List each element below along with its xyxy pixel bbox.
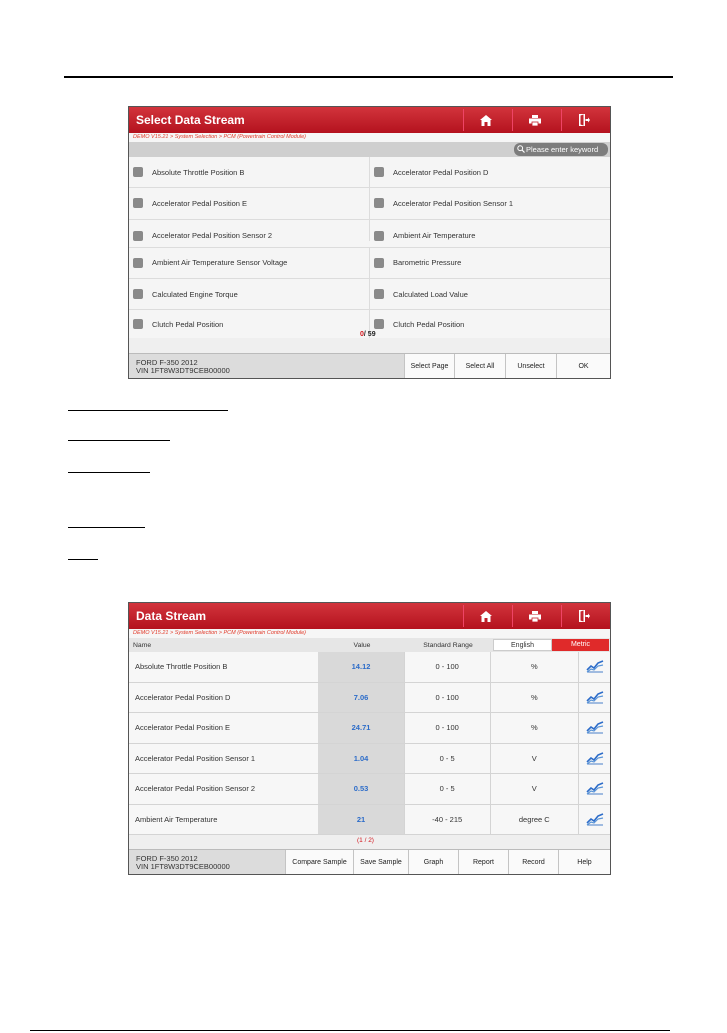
row-name: Accelerator Pedal Position D bbox=[135, 692, 231, 702]
row-value: 1.04 bbox=[318, 744, 404, 774]
table-header bbox=[129, 638, 610, 652]
underline-1 bbox=[68, 410, 228, 411]
exit-button[interactable] bbox=[561, 605, 605, 627]
help-button[interactable]: Help bbox=[558, 850, 610, 874]
item-label: Clutch Pedal Position bbox=[152, 319, 224, 329]
list-item[interactable] bbox=[129, 157, 370, 187]
underline-4 bbox=[68, 527, 145, 528]
unit-switch bbox=[493, 639, 609, 651]
breadcrumb: DEMO V15.21 > System Selection > PCM (Powertrain Control Module) bbox=[129, 133, 610, 142]
row-name: Accelerator Pedal Position Sensor 2 bbox=[135, 784, 256, 794]
total-count: / 59 bbox=[363, 331, 376, 339]
row-unit: % bbox=[490, 713, 579, 743]
table-row bbox=[129, 652, 610, 683]
row-name: Accelerator Pedal Position Sensor 1 bbox=[135, 753, 256, 763]
graph-icon bbox=[586, 813, 604, 826]
title-bar bbox=[129, 603, 610, 629]
list-item[interactable] bbox=[129, 220, 370, 241]
table-row bbox=[129, 713, 610, 744]
data-stream-screen bbox=[128, 602, 611, 875]
vehicle-vin: VIN 1FT8W3DT9CEB00000 bbox=[136, 862, 230, 871]
row-range: 0 - 5 bbox=[404, 774, 490, 804]
data-stream-list bbox=[129, 157, 610, 338]
top-rule bbox=[64, 76, 673, 78]
home-button[interactable] bbox=[463, 109, 507, 131]
item-label: Calculated Engine Torque bbox=[152, 289, 238, 299]
row-unit: V bbox=[490, 744, 579, 774]
item-label: Accelerator Pedal Position E bbox=[152, 198, 248, 208]
list-row bbox=[129, 310, 610, 338]
vehicle-model: FORD F-350 2012 bbox=[136, 854, 198, 863]
home-icon bbox=[480, 611, 492, 622]
print-button[interactable] bbox=[512, 109, 556, 131]
row-name: Ambient Air Temperature bbox=[135, 814, 218, 824]
list-item[interactable] bbox=[129, 279, 370, 309]
exit-icon bbox=[578, 610, 590, 622]
title-bar bbox=[129, 107, 610, 133]
row-unit: degree C bbox=[490, 805, 579, 835]
search-bar bbox=[129, 142, 610, 157]
row-unit: % bbox=[490, 652, 579, 682]
checkbox-icon[interactable] bbox=[374, 167, 384, 177]
home-icon bbox=[480, 115, 492, 126]
item-label: Calculated Load Value bbox=[393, 289, 468, 299]
print-icon bbox=[529, 611, 541, 622]
exit-button[interactable] bbox=[561, 109, 605, 131]
vehicle-info bbox=[129, 354, 404, 378]
list-item[interactable] bbox=[370, 248, 610, 278]
list-item[interactable] bbox=[129, 310, 370, 338]
graph-icon bbox=[586, 691, 604, 704]
checkbox-icon[interactable] bbox=[133, 258, 143, 268]
compare-sample-button[interactable]: Compare Sample bbox=[285, 850, 353, 874]
selection-counter bbox=[360, 331, 376, 338]
item-label: Ambient Air Temperature bbox=[393, 230, 476, 240]
row-unit: V bbox=[490, 774, 579, 804]
row-unit: % bbox=[490, 683, 579, 713]
graph-button[interactable] bbox=[578, 652, 610, 682]
print-icon bbox=[529, 115, 541, 126]
graph-icon bbox=[586, 660, 604, 673]
table-row bbox=[129, 805, 610, 836]
row-value: 14.12 bbox=[318, 652, 404, 682]
checkbox-icon[interactable] bbox=[133, 167, 143, 177]
row-value: 24.71 bbox=[318, 713, 404, 743]
graph-button[interactable] bbox=[578, 744, 610, 774]
table-row bbox=[129, 774, 610, 805]
print-button[interactable] bbox=[512, 605, 556, 627]
row-range: 0 - 100 bbox=[404, 683, 490, 713]
row-range: -40 - 215 bbox=[404, 805, 490, 835]
vehicle-vin: VIN 1FT8W3DT9CEB00000 bbox=[136, 366, 230, 375]
data-table-body bbox=[129, 652, 610, 835]
exit-icon bbox=[578, 114, 590, 126]
checkbox-icon[interactable] bbox=[374, 198, 384, 208]
checkbox-icon[interactable] bbox=[374, 231, 384, 241]
graph-button-footer[interactable]: Graph bbox=[408, 850, 458, 874]
item-label: Accelerator Pedal Position Sensor 2 bbox=[152, 230, 273, 240]
list-item[interactable] bbox=[370, 157, 610, 187]
save-sample-button[interactable]: Save Sample bbox=[353, 850, 408, 874]
metric-toggle[interactable]: Metric bbox=[552, 639, 609, 651]
row-range: 0 - 100 bbox=[404, 713, 490, 743]
item-label: Accelerator Pedal Position D bbox=[393, 167, 489, 177]
row-name: Accelerator Pedal Position E bbox=[135, 723, 231, 733]
selected-count: 0 bbox=[360, 331, 364, 339]
english-toggle[interactable]: English bbox=[493, 639, 552, 651]
list-item[interactable] bbox=[370, 279, 610, 309]
footer-bar bbox=[129, 849, 610, 874]
row-value: 0.53 bbox=[318, 774, 404, 804]
vehicle-model: FORD F-350 2012 bbox=[136, 358, 198, 367]
checkbox-icon[interactable] bbox=[133, 289, 143, 299]
underline-3 bbox=[68, 472, 150, 473]
table-row bbox=[129, 744, 610, 775]
item-label: Clutch Pedal Position bbox=[393, 319, 465, 329]
search-icon bbox=[517, 145, 525, 153]
row-value: 21 bbox=[318, 805, 404, 835]
report-button[interactable]: Report bbox=[458, 850, 508, 874]
underline-5 bbox=[68, 559, 98, 560]
checkbox-icon[interactable] bbox=[374, 289, 384, 299]
row-range: 0 - 100 bbox=[404, 652, 490, 682]
search-input[interactable] bbox=[514, 143, 608, 156]
record-button[interactable]: Record bbox=[508, 850, 558, 874]
screen-title: Data Stream bbox=[136, 609, 207, 623]
header-range: Standard Range bbox=[423, 641, 473, 649]
header-name: Name bbox=[133, 641, 152, 649]
item-label: Absolute Throttle Position B bbox=[152, 167, 245, 177]
home-button[interactable] bbox=[463, 605, 507, 627]
item-label: Barometric Pressure bbox=[393, 258, 462, 268]
list-row bbox=[129, 220, 610, 248]
graph-icon bbox=[586, 721, 604, 734]
select-page-button[interactable]: Select Page bbox=[404, 354, 454, 378]
search-placeholder: Please enter keyword bbox=[526, 145, 599, 154]
graph-button[interactable] bbox=[578, 713, 610, 743]
graph-button[interactable] bbox=[578, 683, 610, 713]
checkbox-icon[interactable] bbox=[374, 258, 384, 268]
underline-2 bbox=[68, 440, 170, 441]
row-name: Absolute Throttle Position B bbox=[135, 662, 228, 672]
list-item[interactable] bbox=[370, 188, 610, 218]
checkbox-icon[interactable] bbox=[133, 198, 143, 208]
item-label: Accelerator Pedal Position Sensor 1 bbox=[393, 198, 514, 208]
row-value: 7.06 bbox=[318, 683, 404, 713]
screen-title: Select Data Stream bbox=[136, 113, 245, 127]
list-row bbox=[129, 188, 610, 219]
row-range: 0 - 5 bbox=[404, 744, 490, 774]
list-item[interactable] bbox=[129, 188, 370, 218]
bottom-rule bbox=[30, 1030, 670, 1031]
header-value: Value bbox=[353, 641, 371, 649]
select-all-button[interactable]: Select All bbox=[454, 354, 505, 378]
list-item[interactable] bbox=[370, 310, 610, 338]
list-row bbox=[129, 248, 610, 279]
checkbox-icon[interactable] bbox=[133, 319, 143, 329]
graph-button[interactable] bbox=[578, 774, 610, 804]
graph-icon bbox=[586, 782, 604, 795]
breadcrumb: DEMO V15.21 > System Selection > PCM (Powertrain Control Module) bbox=[129, 629, 610, 638]
graph-icon bbox=[586, 752, 604, 765]
ok-button[interactable]: OK bbox=[556, 354, 610, 378]
list-row bbox=[129, 157, 610, 188]
footer-bar bbox=[129, 353, 610, 378]
graph-button[interactable] bbox=[578, 805, 610, 835]
unselect-button[interactable]: Unselect bbox=[505, 354, 556, 378]
table-row bbox=[129, 683, 610, 714]
item-label: Ambient Air Temperature Sensor Voltage bbox=[152, 258, 288, 268]
list-item[interactable] bbox=[129, 248, 370, 278]
list-item[interactable] bbox=[370, 220, 610, 241]
select-data-stream-screen bbox=[128, 106, 611, 379]
list-row bbox=[129, 279, 610, 310]
vehicle-info bbox=[129, 850, 285, 874]
checkbox-icon[interactable] bbox=[374, 319, 384, 329]
checkbox-icon[interactable] bbox=[133, 231, 143, 241]
page-indicator: (1 / 2) bbox=[357, 837, 374, 844]
